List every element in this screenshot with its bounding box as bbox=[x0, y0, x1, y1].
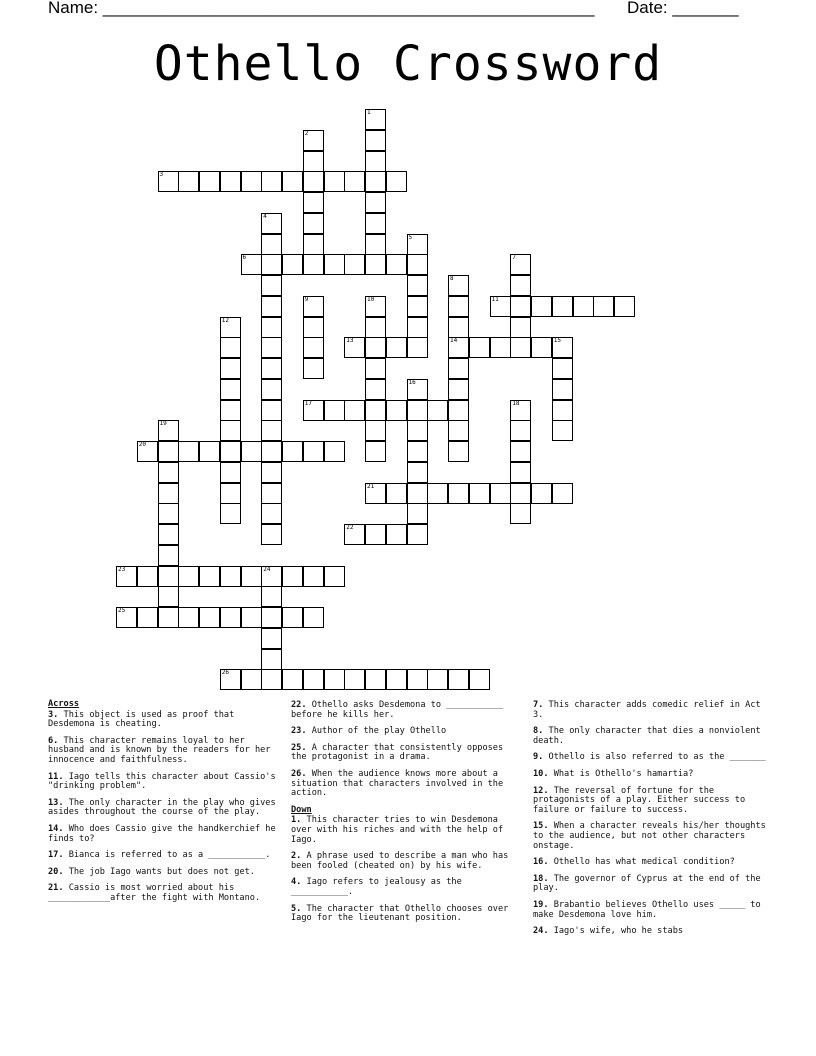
crossword-cell[interactable] bbox=[220, 503, 241, 524]
crossword-cell[interactable] bbox=[448, 669, 469, 690]
clue-number: 16 bbox=[408, 378, 416, 386]
crossword-cell[interactable] bbox=[365, 358, 386, 379]
across-heading: Across bbox=[48, 699, 80, 709]
crossword-cell[interactable] bbox=[178, 441, 199, 462]
crossword-cell[interactable] bbox=[407, 234, 428, 255]
crossword-cell[interactable] bbox=[137, 607, 158, 628]
clue-number: 9 bbox=[304, 295, 309, 303]
clue-number: 2 bbox=[304, 129, 309, 137]
clue-down-9: 9. Othello is also referred to as the _______ bbox=[533, 752, 766, 763]
clue-down-8: 8. The only character that dies a nonviolent death. bbox=[533, 726, 761, 746]
crossword-cell[interactable] bbox=[407, 254, 428, 275]
crossword-cell[interactable] bbox=[303, 566, 324, 587]
clue-down-2: 2. A phrase used to describe a man who has been fooled (cheated on) by his wife. bbox=[291, 851, 509, 871]
crossword-cell[interactable] bbox=[261, 358, 282, 379]
crossword-cell[interactable] bbox=[386, 171, 407, 192]
crossword-cell[interactable] bbox=[448, 483, 469, 504]
crossword-cell[interactable] bbox=[344, 254, 365, 275]
crossword-cell[interactable] bbox=[303, 607, 324, 628]
crossword-cell[interactable] bbox=[324, 566, 345, 587]
crossword-cell[interactable] bbox=[386, 337, 407, 358]
crossword-cell[interactable] bbox=[448, 275, 469, 296]
crossword-cell[interactable] bbox=[261, 524, 282, 545]
clue-down-5: 5. The character that Othello chooses over Iago for the lieutenant position. bbox=[291, 903, 509, 924]
crossword-cell[interactable] bbox=[324, 400, 345, 421]
crossword-cell[interactable] bbox=[448, 441, 469, 462]
clue-number: 21 bbox=[367, 482, 375, 490]
crossword-cell[interactable] bbox=[261, 441, 282, 462]
crossword-cell[interactable] bbox=[158, 420, 179, 441]
name-field-label: Name: ____________________________________________________ bbox=[48, 0, 595, 17]
crossword-cell[interactable] bbox=[490, 296, 511, 317]
crossword-cell[interactable] bbox=[178, 566, 199, 587]
crossword-cell[interactable] bbox=[241, 441, 262, 462]
crossword-cell[interactable] bbox=[303, 337, 324, 358]
crossword-cell[interactable] bbox=[386, 254, 407, 275]
clue-across-20: 20. The job Iago wants but does not get. bbox=[48, 866, 255, 877]
clue-number: 1 bbox=[367, 109, 371, 116]
clue-number: 8 bbox=[450, 275, 454, 282]
crossword-cell[interactable] bbox=[116, 566, 137, 587]
clue-down-16: 16. Othello has what medical condition? bbox=[533, 857, 735, 868]
crossword-cell[interactable] bbox=[158, 441, 179, 462]
crossword-cell[interactable] bbox=[158, 607, 179, 628]
crossword-cell[interactable] bbox=[407, 483, 428, 504]
crossword-cell[interactable] bbox=[324, 669, 345, 690]
crossword-cell[interactable] bbox=[261, 649, 282, 670]
crossword-cell[interactable] bbox=[573, 296, 594, 317]
crossword-cell[interactable] bbox=[199, 566, 220, 587]
clue-across-6: 6. This character remains loyal to her husband and is known by the readers for her innocence and faithfulness. bbox=[48, 735, 271, 765]
crossword-cell[interactable] bbox=[365, 151, 386, 172]
crossword-cell[interactable] bbox=[220, 462, 241, 483]
crossword-cell[interactable] bbox=[407, 296, 428, 317]
clue-number: 11 bbox=[491, 295, 499, 303]
crossword-cell[interactable] bbox=[303, 213, 324, 234]
crossword-cell[interactable] bbox=[220, 400, 241, 421]
crossword-cell[interactable] bbox=[510, 337, 531, 358]
crossword-cell[interactable] bbox=[220, 337, 241, 358]
crossword-cell[interactable] bbox=[407, 337, 428, 358]
crossword-cell[interactable] bbox=[220, 358, 241, 379]
clue-across-3: 3. This object is used as proof that Desdemona is cheating. bbox=[48, 709, 235, 730]
crossword-cell[interactable] bbox=[510, 441, 531, 462]
crossword-cell[interactable] bbox=[303, 296, 324, 317]
clue-number: 26 bbox=[221, 669, 229, 677]
crossword-cell[interactable] bbox=[344, 171, 365, 192]
crossword-cell[interactable] bbox=[158, 171, 179, 192]
crossword-cell[interactable] bbox=[386, 483, 407, 504]
crossword-cell[interactable] bbox=[199, 607, 220, 628]
crossword-cell[interactable] bbox=[448, 296, 469, 317]
clue-down-24: 24. Iago's wife, who he stabs bbox=[533, 926, 684, 937]
crossword-cell[interactable] bbox=[469, 483, 490, 504]
crossword-cell[interactable] bbox=[448, 358, 469, 379]
crossword-cell[interactable] bbox=[261, 420, 282, 441]
crossword-cell[interactable] bbox=[510, 317, 531, 338]
crossword-cell[interactable] bbox=[261, 586, 282, 607]
crossword-cell[interactable] bbox=[490, 337, 511, 358]
crossword-cell[interactable] bbox=[365, 213, 386, 234]
crossword-cell[interactable] bbox=[510, 296, 531, 317]
crossword-cell[interactable] bbox=[220, 483, 241, 504]
puzzle-title: Othello Crossword bbox=[153, 36, 663, 92]
crossword-cell[interactable] bbox=[303, 317, 324, 338]
crossword-cell[interactable] bbox=[407, 275, 428, 296]
crossword-cell[interactable] bbox=[552, 379, 573, 400]
clue-number: 13 bbox=[346, 337, 354, 345]
crossword-cell[interactable] bbox=[220, 317, 241, 338]
crossword-cell[interactable] bbox=[220, 566, 241, 587]
clue-across-23: 23. Author of the play Othello bbox=[291, 726, 447, 737]
crossword-cell[interactable] bbox=[261, 503, 282, 524]
crossword-cell[interactable] bbox=[282, 607, 303, 628]
clue-column-1 bbox=[48, 700, 280, 911]
crossword-cell[interactable] bbox=[365, 420, 386, 441]
clue-number: 5 bbox=[408, 233, 413, 241]
crossword-cell[interactable] bbox=[469, 337, 490, 358]
crossword-cell[interactable] bbox=[510, 254, 531, 275]
crossword-cell[interactable] bbox=[365, 337, 386, 358]
clue-number: 20 bbox=[138, 441, 146, 448]
crossword-cell[interactable] bbox=[199, 441, 220, 462]
clue-number: 6 bbox=[242, 254, 247, 262]
crossword-cell[interactable] bbox=[510, 275, 531, 296]
crossword-cell[interactable] bbox=[552, 337, 573, 358]
crossword-cell[interactable] bbox=[365, 254, 386, 275]
crossword-cell[interactable] bbox=[552, 483, 573, 504]
crossword-cell[interactable] bbox=[407, 462, 428, 483]
crossword-cell[interactable] bbox=[552, 420, 573, 441]
crossword-cell[interactable] bbox=[220, 607, 241, 628]
crossword-cell[interactable] bbox=[282, 171, 303, 192]
clue-down-15: 15. When a character reveals his/her thoughts to the audience, but not other characters onstage. bbox=[533, 821, 766, 851]
crossword-cell[interactable] bbox=[303, 234, 324, 255]
clue-number: 19 bbox=[159, 420, 167, 428]
crossword-cell[interactable] bbox=[344, 400, 365, 421]
crossword-cell[interactable] bbox=[365, 234, 386, 255]
crossword-cell[interactable] bbox=[158, 566, 179, 587]
crossword-cell[interactable] bbox=[365, 130, 386, 151]
crossword-cell[interactable] bbox=[158, 545, 179, 566]
crossword-cell[interactable] bbox=[261, 296, 282, 317]
crossword-cell[interactable] bbox=[324, 254, 345, 275]
clue-across-25: 25. A character that consistently opposes the protagonist in a drama. bbox=[291, 742, 504, 763]
crossword-cell[interactable] bbox=[510, 462, 531, 483]
crossword-cell[interactable] bbox=[303, 441, 324, 462]
crossword-cell[interactable] bbox=[178, 607, 199, 628]
crossword-cell[interactable] bbox=[427, 400, 448, 421]
crossword-cell[interactable] bbox=[261, 566, 282, 587]
crossword-cell[interactable] bbox=[241, 566, 262, 587]
crossword-cell[interactable] bbox=[510, 503, 531, 524]
clue-across-17: 17. Bianca is referred to as a ___________. bbox=[48, 850, 271, 861]
clue-number: 4 bbox=[263, 212, 267, 220]
crossword-cell[interactable] bbox=[427, 669, 448, 690]
crossword-cell[interactable] bbox=[261, 462, 282, 483]
crossword-cell[interactable] bbox=[365, 171, 386, 192]
crossword-cell[interactable] bbox=[158, 503, 179, 524]
crossword-cell[interactable] bbox=[386, 400, 407, 421]
crossword-cell[interactable] bbox=[448, 400, 469, 421]
crossword-cell[interactable] bbox=[344, 524, 365, 545]
crossword-cell[interactable] bbox=[303, 358, 324, 379]
date-field-label: Date: _______ bbox=[627, 0, 739, 17]
crossword-cell[interactable] bbox=[199, 171, 220, 192]
crossword-cell[interactable] bbox=[261, 628, 282, 649]
crossword-cell[interactable] bbox=[427, 483, 448, 504]
clue-across-22: 22. Othello asks Desdemona to ___________ before he kills her. bbox=[291, 700, 504, 720]
crossword-cell[interactable] bbox=[407, 669, 428, 690]
crossword-cell[interactable] bbox=[241, 254, 262, 275]
crossword-cell[interactable] bbox=[365, 483, 386, 504]
crossword-cell[interactable] bbox=[261, 400, 282, 421]
crossword-cell[interactable] bbox=[261, 337, 282, 358]
crossword-cell[interactable] bbox=[261, 171, 282, 192]
crossword-cell[interactable] bbox=[178, 171, 199, 192]
crossword-cell[interactable] bbox=[158, 586, 179, 607]
crossword-cell[interactable] bbox=[220, 379, 241, 400]
clue-across-13: 13. The only character in the play who gives asides throughout the course of the play. bbox=[48, 797, 276, 818]
crossword-cell[interactable] bbox=[303, 171, 324, 192]
crossword-cell[interactable] bbox=[137, 441, 158, 462]
clue-down-19: 19. Brabantio believes Othello uses _____ to make Desdemona love him. bbox=[533, 899, 761, 920]
crossword-cell[interactable] bbox=[282, 566, 303, 587]
crossword-cell[interactable] bbox=[490, 483, 511, 504]
crossword-cell[interactable] bbox=[531, 483, 552, 504]
crossword-cell[interactable] bbox=[344, 337, 365, 358]
clue-number: 12 bbox=[221, 316, 229, 324]
crossword-cell[interactable] bbox=[386, 524, 407, 545]
clue-number: 17 bbox=[304, 399, 312, 407]
clue-number: 24 bbox=[263, 565, 271, 573]
clue-number: 15 bbox=[553, 337, 561, 345]
crossword-cell[interactable] bbox=[469, 669, 490, 690]
crossword-cell[interactable] bbox=[614, 296, 635, 317]
clue-number: 10 bbox=[367, 295, 375, 303]
clue-number: 22 bbox=[346, 524, 354, 531]
crossword-cell[interactable] bbox=[261, 669, 282, 690]
crossword-cell[interactable] bbox=[241, 607, 262, 628]
clue-across-21: 21. Cassio is most worried about his ____________after the fight with Montano. bbox=[48, 883, 261, 903]
clue-number: 7 bbox=[512, 254, 516, 262]
crossword-cell[interactable] bbox=[261, 483, 282, 504]
crossword-cell[interactable] bbox=[220, 669, 241, 690]
crossword-cell[interactable] bbox=[407, 524, 428, 545]
crossword-cell[interactable] bbox=[365, 317, 386, 338]
clue-column-3 bbox=[533, 701, 769, 944]
crossword-cell[interactable] bbox=[137, 566, 158, 587]
crossword-cell[interactable] bbox=[282, 254, 303, 275]
crossword-cell[interactable] bbox=[407, 400, 428, 421]
crossword-cell[interactable] bbox=[241, 669, 262, 690]
crossword-cell[interactable] bbox=[552, 400, 573, 421]
crossword-cell[interactable] bbox=[261, 234, 282, 255]
crossword-cell[interactable] bbox=[531, 337, 552, 358]
crossword-cell[interactable] bbox=[448, 379, 469, 400]
clue-down-1: 1. This character tries to win Desdemona over with his riches and with the help of Iago. bbox=[291, 815, 504, 845]
crossword-cell[interactable] bbox=[324, 171, 345, 192]
crossword-cell[interactable] bbox=[365, 296, 386, 317]
clue-number: 25 bbox=[118, 607, 126, 614]
crossword-cell[interactable] bbox=[510, 420, 531, 441]
crossword-cell[interactable] bbox=[303, 130, 324, 151]
clue-number: 14 bbox=[450, 337, 458, 345]
crossword-cell[interactable] bbox=[344, 669, 365, 690]
clue-across-14: 14. Who does Cassio give the handkerchief he finds to? bbox=[48, 823, 276, 844]
clue-down-12: 12. The reversal of fortune for the protagonists of a play. Either success to failure or failure to success. bbox=[533, 785, 746, 815]
crossword-cell[interactable] bbox=[365, 441, 386, 462]
crossword-cell[interactable] bbox=[220, 441, 241, 462]
crossword-cell[interactable] bbox=[552, 358, 573, 379]
crossword-cell[interactable] bbox=[303, 192, 324, 213]
crossword-cell[interactable] bbox=[261, 379, 282, 400]
clue-across-11: 11. Iago tells this character about Cassio's "drinking problem". bbox=[48, 771, 276, 792]
crossword-cell[interactable] bbox=[365, 192, 386, 213]
clue-across-26: 26. When the audience knows more about a situation that characters involved in the action. bbox=[291, 768, 504, 799]
down-heading: Down bbox=[291, 804, 312, 815]
crossword-cell[interactable] bbox=[365, 524, 386, 545]
crossword-cell[interactable] bbox=[407, 503, 428, 524]
clue-down-7: 7. This character adds comedic relief in Act 3. bbox=[533, 700, 761, 720]
crossword-cell[interactable] bbox=[303, 254, 324, 275]
crossword-cell[interactable] bbox=[261, 254, 282, 275]
crossword-cell[interactable] bbox=[282, 669, 303, 690]
clue-down-4: 4. Iago refers to jealousy as the ___________. bbox=[291, 877, 462, 897]
crossword-cell[interactable] bbox=[407, 441, 428, 462]
crossword-cell[interactable] bbox=[593, 296, 614, 317]
crossword-cell[interactable] bbox=[365, 379, 386, 400]
crossword-cell[interactable] bbox=[158, 462, 179, 483]
crossword-cell[interactable] bbox=[261, 275, 282, 296]
clue-down-10: 10. What is Othello's hamartia? bbox=[533, 768, 694, 779]
crossword-cell[interactable] bbox=[261, 213, 282, 234]
crossword-cell[interactable] bbox=[158, 483, 179, 504]
crossword-cell[interactable] bbox=[365, 400, 386, 421]
crossword-cell[interactable] bbox=[261, 317, 282, 338]
crossword-cell[interactable] bbox=[303, 400, 324, 421]
crossword-cell[interactable] bbox=[158, 524, 179, 545]
crossword-cell[interactable] bbox=[552, 296, 573, 317]
crossword-cell[interactable] bbox=[407, 420, 428, 441]
crossword-cell[interactable] bbox=[510, 400, 531, 421]
clue-down-18: 18. The governor of Cyprus at the end of the play. bbox=[533, 873, 761, 894]
crossword-cell[interactable] bbox=[303, 151, 324, 172]
crossword-cell[interactable] bbox=[116, 607, 137, 628]
crossword-cell[interactable] bbox=[407, 379, 428, 400]
crossword-cell[interactable] bbox=[365, 669, 386, 690]
crossword-cell[interactable] bbox=[407, 317, 428, 338]
clue-number: 23 bbox=[118, 565, 126, 573]
crossword-cell[interactable] bbox=[448, 420, 469, 441]
crossword-cell[interactable] bbox=[220, 420, 241, 441]
crossword-cell[interactable] bbox=[531, 296, 552, 317]
clue-number: 18 bbox=[512, 399, 520, 407]
crossword-cell[interactable] bbox=[448, 337, 469, 358]
crossword-cell[interactable] bbox=[282, 441, 303, 462]
crossword-cell[interactable] bbox=[365, 109, 386, 130]
crossword-cell[interactable] bbox=[261, 607, 282, 628]
crossword-cell[interactable] bbox=[220, 171, 241, 192]
crossword-cell[interactable] bbox=[303, 669, 324, 690]
clue-column-2 bbox=[291, 701, 523, 931]
crossword-cell[interactable] bbox=[386, 669, 407, 690]
crossword-cell[interactable] bbox=[448, 317, 469, 338]
crossword-cell[interactable] bbox=[510, 483, 531, 504]
clue-number: 3 bbox=[159, 171, 164, 179]
crossword-cell[interactable] bbox=[324, 441, 345, 462]
crossword-cell[interactable] bbox=[241, 171, 262, 192]
